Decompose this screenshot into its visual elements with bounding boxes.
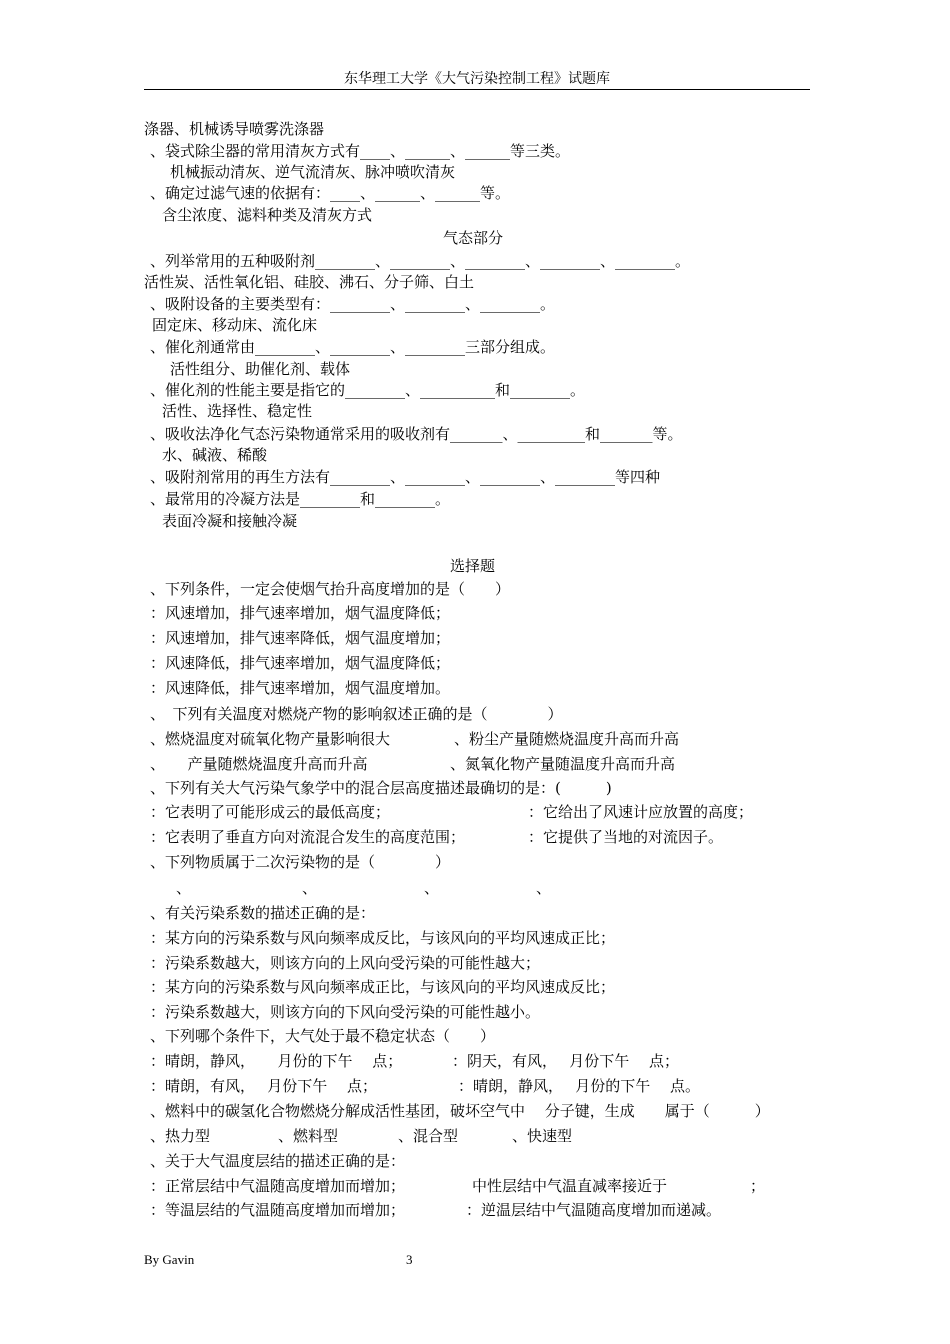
text-segment: ：晴朗，有风， 月份下午 点； xyxy=(150,1077,378,1095)
text-segment: ：风速降低，排气速率增加，烟气温度增加。 xyxy=(150,679,451,697)
footer-author: By Gavin xyxy=(144,1252,195,1267)
text-line xyxy=(0,975,950,1000)
text-segment: ：风速增加，排气速率降低，烟气温度增加； xyxy=(150,629,451,647)
text-segment: ：逆温层结中气温随高度增加而递减。 xyxy=(466,1201,722,1219)
text-segment: ：阴天，有风， 月份下午 点； xyxy=(452,1052,680,1070)
text-line xyxy=(0,1174,950,1199)
text-segment: 固定床、移动床、流化床 xyxy=(152,316,318,334)
text-line xyxy=(0,601,950,626)
text-segment: 、下列物质属于二次污染物的是（ ） xyxy=(150,853,451,871)
text-segment: 、下列条件，一定会使烟气抬升高度增加的是（ ） xyxy=(150,580,511,598)
text-segment: 表面冷凝和接触冷凝 xyxy=(162,512,298,530)
header-rule xyxy=(144,89,810,90)
text-line xyxy=(0,577,950,602)
text-segment: 、下列有关大气污染气象学中的混合层高度描述最确切的是：( ) xyxy=(150,779,612,797)
text-line xyxy=(0,1124,950,1149)
text-line xyxy=(0,800,950,825)
text-segment: ：晴朗，静风， 月份的下午 点。 xyxy=(458,1077,701,1095)
text-segment: 、热力型 xyxy=(150,1127,211,1145)
text-line xyxy=(0,1049,950,1074)
text-segment: 、氮氧化物产量随温度升高而升高 xyxy=(450,755,676,773)
text-segment: 活性组分、助催化剂、载体 xyxy=(170,360,351,378)
text-line xyxy=(0,1099,950,1124)
text-segment: ：风速降低，排气速率增加，烟气温度降低； xyxy=(150,654,451,672)
text-line xyxy=(0,226,950,251)
text-segment: ：晴朗，静风， 月份的下午 点； xyxy=(150,1052,403,1070)
text-segment: 、最常用的冷凝方法是________和________。 xyxy=(150,490,451,508)
text-segment: 、催化剂的性能主要是指它的________、__________和________。 xyxy=(150,381,586,399)
text-line xyxy=(0,951,950,976)
text-segment: 活性炭、活性氧化铝、硅胶、沸石、分子筛、白土 xyxy=(144,273,475,291)
text-segment: 、确定过滤气速的依据有：____、______、______等。 xyxy=(150,184,511,202)
text-segment: ：它表明了垂直方向对流混合发生的高度范围； xyxy=(150,828,466,846)
text-segment: 含尘浓度、滤料种类及清灰方式 xyxy=(162,206,373,224)
text-segment: 涤器、机械诱导喷雾洗涤器 xyxy=(144,120,325,138)
text-segment: 活性、选择性、稳定性 xyxy=(162,402,313,420)
text-line xyxy=(0,676,950,701)
text-segment: 、混合型 xyxy=(398,1127,459,1145)
text-segment: 、吸附设备的主要类型有：________、________、________。 xyxy=(150,295,556,313)
text-line xyxy=(0,1074,950,1099)
text-segment: ：污染系数越大，则该方向的下风向受污染的可能性越小。 xyxy=(150,1003,541,1021)
text-segment: ：正常层结中气温随高度增加而增加； xyxy=(150,1177,406,1195)
text-segment: 、 xyxy=(424,879,440,897)
text-segment: 、燃料中的碳氢化合物燃烧分解成活性基团，破坏空气中 分子键，生成 属于（ ） xyxy=(150,1102,770,1120)
text-line xyxy=(0,901,950,926)
text-line xyxy=(0,727,950,752)
text-segment: ：污染系数越大，则该方向的上风向受污染的可能性越大； xyxy=(150,954,541,972)
text-line xyxy=(0,509,950,534)
text-segment: 选择题 xyxy=(450,557,496,575)
text-line xyxy=(0,626,950,651)
text-segment: 、袋式除尘器的常用清灰方式有____、______、______等三类。 xyxy=(150,142,571,160)
text-segment: 气态部分 xyxy=(443,229,504,247)
text-segment: 、列举常用的五种吸附剂________、________、________、________、________。 xyxy=(150,252,691,270)
text-line xyxy=(0,651,950,676)
text-line xyxy=(0,1149,950,1174)
text-segment: 、快速型 xyxy=(512,1127,573,1145)
text-segment: 、 下列有关温度对燃烧产物的影响叙述正确的是（ ） xyxy=(150,705,563,723)
text-line xyxy=(0,554,950,579)
text-segment: 、吸收法净化气态污染物通常采用的吸收剂有_______、_________和_______等。 xyxy=(150,425,683,443)
text-line xyxy=(0,1198,950,1223)
text-segment: ：风速增加，排气速率增加，烟气温度降低； xyxy=(150,604,451,622)
text-segment: 、催化剂通常由________、________、________三部分组成。 xyxy=(150,338,556,356)
text-line xyxy=(0,203,950,228)
text-segment: ：等温层结的气温随高度增加而增加； xyxy=(150,1201,406,1219)
text-segment: 中性层结中气温直减率接近于 xyxy=(472,1177,668,1195)
text-segment: ：某方向的污染系数与风向频率成正比，与该风向的平均风速成反比； xyxy=(150,978,616,996)
text-line xyxy=(0,926,950,951)
text-segment: ：它给出了风速计应放置的高度； xyxy=(528,803,754,821)
text-segment: 水、碱液、稀酸 xyxy=(162,446,268,464)
text-line xyxy=(0,850,950,875)
text-segment: 、燃烧温度对硫氧化物产量影响很大 xyxy=(150,730,391,748)
text-line xyxy=(0,702,950,727)
text-segment: 机械振动清灰、逆气流清灰、脉冲喷吹清灰 xyxy=(170,163,456,181)
text-segment: ； xyxy=(750,1177,766,1195)
text-segment: 、 xyxy=(176,879,192,897)
text-segment: 、关于大气温度层结的描述正确的是： xyxy=(150,1152,406,1170)
text-segment: 、粉尘产量随燃烧温度升高而升高 xyxy=(454,730,680,748)
text-line xyxy=(0,1000,950,1025)
text-segment: 、 xyxy=(536,879,552,897)
text-line xyxy=(0,776,950,801)
text-segment: 、下列哪个条件下，大气处于最不稳定状态（ ） xyxy=(150,1027,496,1045)
footer-page-number: 3 xyxy=(406,1252,413,1267)
page-header: 东华理工大学《大气污染控制工程》试题库 xyxy=(344,71,610,87)
text-line xyxy=(0,825,950,850)
text-line xyxy=(0,399,950,424)
text-segment: 、燃料型 xyxy=(278,1127,339,1145)
text-segment: 、 产量随燃烧温度升高而升高 xyxy=(150,755,368,773)
text-segment: ：它提供了当地的对流因子。 xyxy=(528,828,724,846)
text-line xyxy=(0,752,950,777)
text-segment: ：它表明了可能形成云的最低高度； xyxy=(150,803,391,821)
text-segment: 、 xyxy=(302,879,318,897)
text-line xyxy=(0,1024,950,1049)
text-segment: 、有关污染系数的描述正确的是： xyxy=(150,904,376,922)
text-segment: 、吸附剂常用的再生方法有________、________、________、________等四种 xyxy=(150,468,661,486)
text-line xyxy=(0,876,950,901)
text-segment: ：某方向的污染系数与风向频率成反比，与该风向的平均风速成正比； xyxy=(150,929,616,947)
